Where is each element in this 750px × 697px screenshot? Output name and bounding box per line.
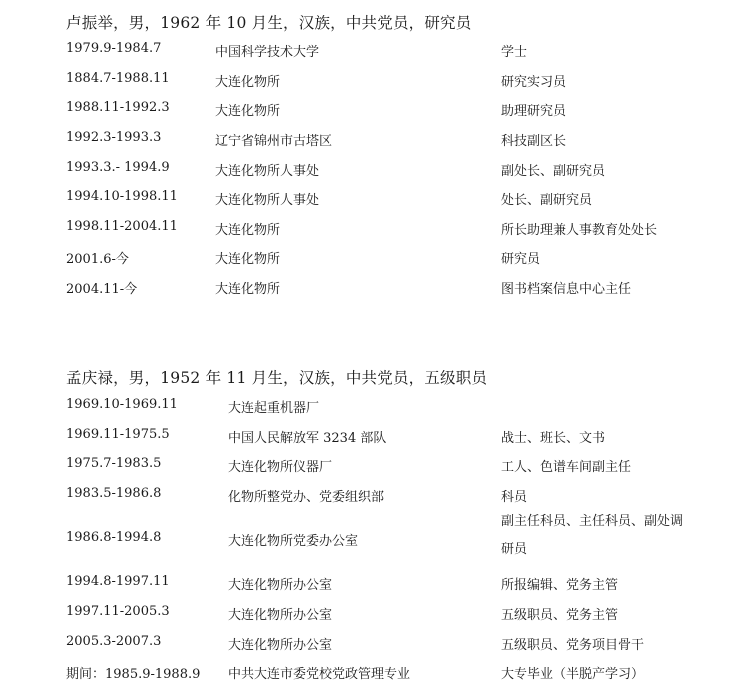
person2-heading: 孟庆禄，男，1952 年 11 月生，汉族，中共党员，五级职员 [66, 369, 488, 387]
role: 所长助理兼人事教育处处长 [501, 223, 658, 238]
table-row [0, 397, 750, 419]
role: 副处长、副研究员 [501, 164, 606, 179]
organization: 大连化物所办公室 [228, 638, 333, 653]
organization: 大连化物所人事处 [215, 164, 320, 179]
organization: 中国人民解放军 3234 部队 [228, 431, 387, 446]
role: 副主任科员、主任科员、副处调研员 [501, 514, 684, 557]
table-row [0, 71, 750, 93]
role: 科技副区长 [501, 134, 567, 149]
table-row [0, 219, 750, 241]
role: 研究实习员 [501, 75, 567, 90]
period: 1994.8-1997.11 [66, 574, 170, 589]
role: 科员 [501, 490, 528, 505]
role: 助理研究员 [501, 104, 567, 119]
period: 1969.11-1975.5 [66, 427, 170, 442]
period: 1979.9-1984.7 [66, 41, 162, 56]
organization: 大连化物所人事处 [215, 193, 320, 208]
period: 1998.11-2004.11 [66, 219, 178, 234]
organization: 大连化物所党委办公室 [228, 534, 359, 549]
role: 工人、色谱车间副主任 [501, 460, 632, 475]
period: 1975.7-1983.5 [66, 456, 162, 471]
table-row [0, 41, 750, 63]
table-row [0, 486, 750, 508]
period: 1997.11-2005.3 [66, 604, 170, 619]
table-row [0, 634, 750, 656]
role: 五级职员、党务主管 [501, 608, 619, 623]
table-row [0, 604, 750, 626]
period: 2005.3-2007.3 [66, 634, 162, 649]
organization: 大连化物所 [215, 75, 281, 90]
organization: 大连化物所办公室 [228, 608, 333, 623]
period: 1983.5-1986.8 [66, 486, 162, 501]
organization: 大连化物所 [215, 282, 281, 297]
role: 战士、班长、文书 [501, 431, 606, 446]
role: 研究员 [501, 252, 541, 267]
table-row [0, 160, 750, 182]
table-row [0, 130, 750, 152]
organization: 大连化物所仪器厂 [228, 460, 333, 475]
table-row [0, 278, 750, 300]
period: 1986.8-1994.8 [66, 530, 162, 545]
period: 1884.7-1988.11 [66, 71, 170, 86]
organization: 大连化物所 [215, 104, 281, 119]
organization: 大连起重机器厂 [228, 401, 320, 416]
organization: 化物所整党办、党委组织部 [228, 490, 385, 505]
role: 学士 [501, 45, 528, 60]
period: 期间：1985.9-1988.9 [66, 667, 201, 682]
table-row [0, 514, 750, 557]
role: 大专毕业（半脱产学习） [501, 667, 645, 682]
organization: 大连化物所 [215, 223, 281, 238]
period: 2004.11-今 [66, 282, 138, 297]
role: 所报编辑、党务主管 [501, 578, 619, 593]
table-row [0, 100, 750, 122]
period: 1988.11-1992.3 [66, 100, 170, 115]
organization: 辽宁省锦州市古塔区 [215, 134, 333, 149]
table-row [0, 189, 750, 211]
period: 1969.10-1969.11 [66, 397, 178, 412]
organization: 中国科学技术大学 [215, 45, 320, 60]
role: 五级职员、党务项目骨干 [501, 638, 645, 653]
person1-heading: 卢振举，男，1962 年 10 月生，汉族，中共党员，研究员 [66, 14, 472, 32]
period: 1992.3-1993.3 [66, 130, 162, 145]
table-row [0, 427, 750, 449]
organization: 中共大连市委党校党政管理专业 [228, 667, 411, 682]
period: 2001.6-今 [66, 252, 129, 267]
table-row [0, 248, 750, 270]
role: 图书档案信息中心主任 [501, 282, 632, 297]
organization: 大连化物所 [215, 252, 281, 267]
table-row [0, 574, 750, 596]
organization: 大连化物所办公室 [228, 578, 333, 593]
period: 1994.10-1998.11 [66, 189, 178, 204]
role: 处长、副研究员 [501, 193, 593, 208]
period: 1993.3.- 1994.9 [66, 160, 170, 175]
table-row [0, 663, 750, 685]
table-row [0, 456, 750, 478]
